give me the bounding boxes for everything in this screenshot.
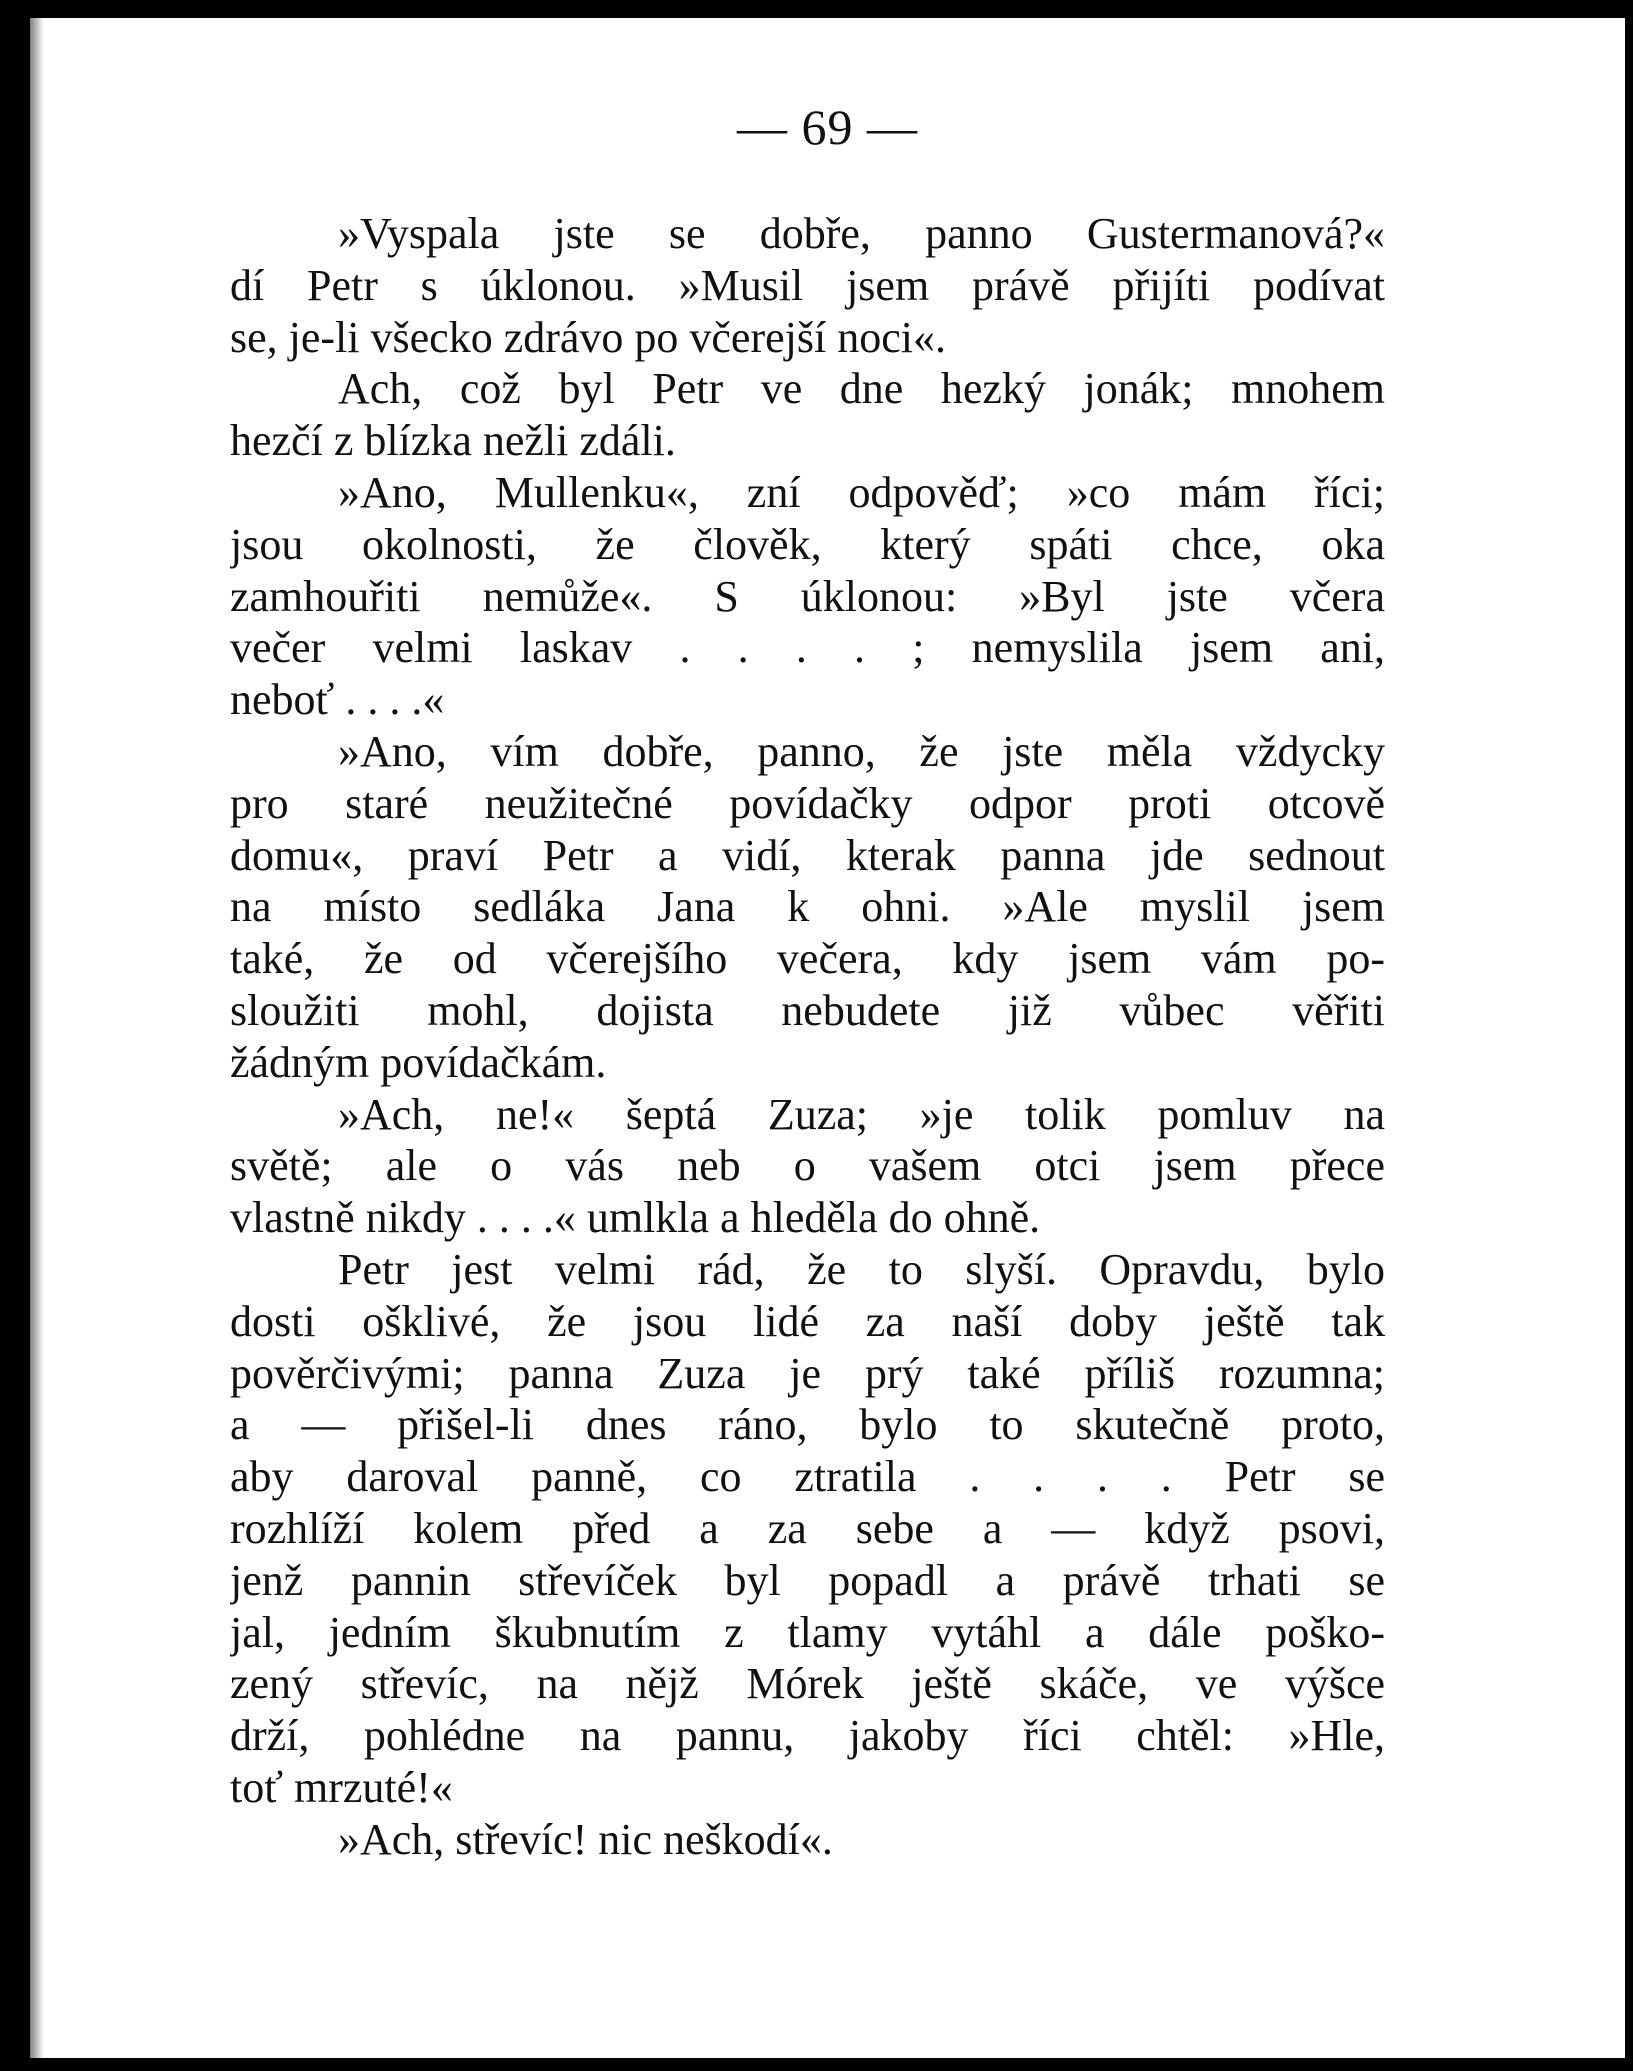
text-line: světě; ale o vás neb o vašem otci jsem přece — [230, 1141, 1385, 1191]
text-line: se, je-li všecko zdrávo po včerejší noci«. — [230, 312, 946, 362]
text-line: »Ano, Mullenku«, zní odpověď; »co mám říci; — [338, 467, 1385, 517]
text-line: zený střevíc, na nějž Mórek ještě skáče, ve výšce — [230, 1659, 1385, 1709]
text-line: »Ach, střevíc! nic neškodí«. — [338, 1814, 833, 1864]
text-line: na místo sedláka Jana k ohni. »Ale myslil jsem — [230, 882, 1385, 932]
text-line: jal, jedním škubnutím z tlamy vytáhl a dále poško- — [230, 1607, 1385, 1657]
text-line: pověrčivými; panna Zuza je prý také příliš rozumna; — [230, 1348, 1385, 1398]
text-line: pro staré neužitečné povídačky odpor proti otcově — [230, 778, 1385, 828]
text-line: neboť . . . .« — [230, 675, 445, 725]
text-line: večer velmi laskav . . . . ; nemyslila jsem ani, — [230, 623, 1385, 673]
text-line: dí Petr s úklonou. »Musil jsem právě přijíti podívat — [230, 260, 1385, 310]
text-line: sloužiti mohl, dojista nebudete již vůbec věřiti — [230, 985, 1385, 1035]
text-line: vlastně nikdy . . . .« umlkla a hleděla do ohně. — [230, 1193, 1041, 1243]
text-line: aby daroval panně, co ztratila . . . . Petr se — [230, 1452, 1385, 1502]
text-line: rozhlíží kolem před a za sebe a — když psovi, — [230, 1503, 1385, 1553]
book-page — [30, 18, 1625, 2058]
text-line: Petr jest velmi rád, že to slyší. Opravdu, bylo — [338, 1244, 1385, 1294]
text-line: hezčí z blízka nežli zdáli. — [230, 416, 676, 466]
text-line: Ach, což byl Petr ve dne hezký jonák; mnohem — [338, 364, 1385, 414]
text-line: »Ach, ne!« šeptá Zuza; »je tolik pomluv na — [338, 1089, 1385, 1139]
text-line: toť mrzuté!« — [230, 1762, 453, 1812]
text-line: drží, pohlédne na pannu, jakoby říci chtěl: »Hle, — [230, 1711, 1385, 1761]
text-line: domu«, praví Petr a vidí, kterak panna jde sednout — [230, 830, 1385, 880]
text-line: také, že od včerejšího večera, kdy jsem vám po- — [230, 934, 1385, 984]
text-line: dosti ošklivé, že jsou lidé za naší doby ještě tak — [230, 1296, 1385, 1346]
text-line: jsou okolnosti, že člověk, který spáti chce, oka — [230, 519, 1385, 569]
text-line: a — přišel-li dnes ráno, bylo to skutečně proto, — [230, 1400, 1385, 1450]
page-edge-shadow — [30, 18, 44, 2058]
text-line: »Ano, vím dobře, panno, že jste měla vždycky — [338, 726, 1385, 776]
text-line: jenž pannin střevíček byl popadl a právě trhati se — [230, 1555, 1385, 1605]
text-line: zamhouřiti nemůže«. S úklonou: »Byl jste včera — [230, 571, 1385, 621]
text-line: »Vyspala jste se dobře, panno Gustermanová?« — [338, 209, 1385, 258]
page-number: — 69 — — [737, 99, 918, 155]
page-text — [230, 208, 1385, 1866]
text-line: žádným povídačkám. — [230, 1037, 607, 1087]
